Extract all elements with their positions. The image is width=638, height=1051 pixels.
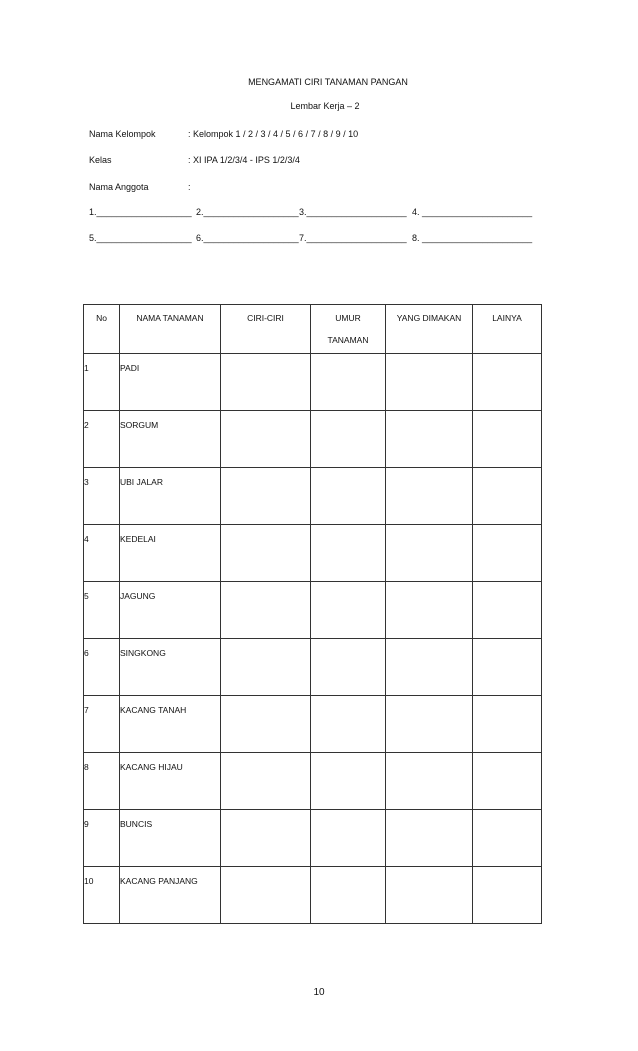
characteristics-cell[interactable] bbox=[221, 639, 311, 696]
eaten-part-cell[interactable] bbox=[386, 525, 473, 582]
plant-name: KACANG TANAH bbox=[120, 696, 221, 753]
plant-name: SORGUM bbox=[120, 411, 221, 468]
eaten-part-cell[interactable] bbox=[386, 468, 473, 525]
member-blank-4: 4. ______________________ bbox=[412, 207, 533, 217]
table-row bbox=[84, 582, 542, 639]
member-blank-6: 6.___________________ bbox=[196, 233, 299, 243]
eaten-part-cell[interactable] bbox=[386, 354, 473, 411]
header-plant-age-line1: UMUR bbox=[335, 313, 361, 323]
row-number: 3 bbox=[84, 468, 120, 525]
plant-age-cell[interactable] bbox=[311, 810, 386, 867]
plant-age-cell[interactable] bbox=[311, 696, 386, 753]
plant-name: KACANG PANJANG bbox=[120, 867, 221, 924]
table-row bbox=[84, 354, 542, 411]
table-row bbox=[84, 867, 542, 924]
plant-age-cell[interactable] bbox=[311, 867, 386, 924]
eaten-part-cell[interactable] bbox=[386, 639, 473, 696]
other-cell[interactable] bbox=[473, 411, 542, 468]
plant-name: JAGUNG bbox=[120, 582, 221, 639]
table-header-row bbox=[84, 305, 542, 354]
page-number: 10 bbox=[313, 987, 325, 998]
characteristics-cell[interactable] bbox=[221, 525, 311, 582]
other-cell[interactable] bbox=[473, 810, 542, 867]
other-cell[interactable] bbox=[473, 639, 542, 696]
header-plant-age bbox=[311, 305, 386, 354]
table-row bbox=[84, 639, 542, 696]
member-blank-2: 2.___________________ bbox=[196, 207, 299, 217]
eaten-part-cell[interactable] bbox=[386, 867, 473, 924]
characteristics-cell[interactable] bbox=[221, 753, 311, 810]
member-blank-5: 5.___________________ bbox=[89, 233, 192, 243]
plant-name: UBI JALAR bbox=[120, 468, 221, 525]
row-number: 8 bbox=[84, 753, 120, 810]
table-row bbox=[84, 753, 542, 810]
table-row bbox=[84, 810, 542, 867]
row-number: 5 bbox=[84, 582, 120, 639]
table-row bbox=[84, 525, 542, 582]
row-number: 9 bbox=[84, 810, 120, 867]
row-number: 2 bbox=[84, 411, 120, 468]
plant-name: BUNCIS bbox=[120, 810, 221, 867]
plant-age-cell[interactable] bbox=[311, 411, 386, 468]
table-row bbox=[84, 696, 542, 753]
characteristics-cell[interactable] bbox=[221, 696, 311, 753]
row-number: 10 bbox=[84, 867, 120, 924]
other-cell[interactable] bbox=[473, 753, 542, 810]
member-blank-8: 8. ______________________ bbox=[412, 233, 533, 243]
characteristics-cell[interactable] bbox=[221, 867, 311, 924]
other-cell[interactable] bbox=[473, 582, 542, 639]
plant-name: PADI bbox=[120, 354, 221, 411]
header-characteristics: CIRI-CIRI bbox=[221, 305, 311, 354]
class-value: : XI IPA 1/2/3/4 - IPS 1/2/3/4 bbox=[188, 155, 300, 165]
plant-age-cell[interactable] bbox=[311, 525, 386, 582]
plant-name: KACANG HIJAU bbox=[120, 753, 221, 810]
table-row bbox=[84, 411, 542, 468]
plant-name: KEDELAI bbox=[120, 525, 221, 582]
plant-age-cell[interactable] bbox=[311, 582, 386, 639]
header-plant-name: NAMA TANAMAN bbox=[120, 305, 221, 354]
eaten-part-cell[interactable] bbox=[386, 696, 473, 753]
other-cell[interactable] bbox=[473, 867, 542, 924]
plant-name: SINGKONG bbox=[120, 639, 221, 696]
group-label: Nama Kelompok bbox=[89, 129, 156, 139]
eaten-part-cell[interactable] bbox=[386, 810, 473, 867]
row-number: 7 bbox=[84, 696, 120, 753]
member-blank-7: 7.____________________ bbox=[299, 233, 407, 243]
characteristics-cell[interactable] bbox=[221, 582, 311, 639]
eaten-part-cell[interactable] bbox=[386, 582, 473, 639]
characteristics-cell[interactable] bbox=[221, 411, 311, 468]
row-number: 6 bbox=[84, 639, 120, 696]
observation-table bbox=[83, 304, 542, 924]
plant-age-cell[interactable] bbox=[311, 468, 386, 525]
other-cell[interactable] bbox=[473, 696, 542, 753]
header-plant-age-line2: TANAMAN bbox=[327, 335, 369, 345]
other-cell[interactable] bbox=[473, 468, 542, 525]
member-blank-1: 1.___________________ bbox=[89, 207, 192, 217]
other-cell[interactable] bbox=[473, 525, 542, 582]
members-value: : bbox=[188, 182, 191, 192]
worksheet-subtitle: Lembar Kerja – 2 bbox=[290, 101, 360, 111]
row-number: 1 bbox=[84, 354, 120, 411]
plant-age-cell[interactable] bbox=[311, 753, 386, 810]
characteristics-cell[interactable] bbox=[221, 354, 311, 411]
other-cell[interactable] bbox=[473, 354, 542, 411]
eaten-part-cell[interactable] bbox=[386, 411, 473, 468]
characteristics-cell[interactable] bbox=[221, 468, 311, 525]
eaten-part-cell[interactable] bbox=[386, 753, 473, 810]
header-no: No bbox=[84, 305, 120, 354]
plant-age-cell[interactable] bbox=[311, 639, 386, 696]
members-label: Nama Anggota bbox=[89, 182, 149, 192]
class-label: Kelas bbox=[89, 155, 112, 165]
plant-age-cell[interactable] bbox=[311, 354, 386, 411]
header-other: LAINYA bbox=[473, 305, 542, 354]
table-row bbox=[84, 468, 542, 525]
member-blank-3: 3.____________________ bbox=[299, 207, 407, 217]
header-eaten-part: YANG DIMAKAN bbox=[386, 305, 473, 354]
worksheet-title: MENGAMATI CIRI TANAMAN PANGAN bbox=[248, 77, 408, 87]
group-value: : Kelompok 1 / 2 / 3 / 4 / 5 / 6 / 7 / 8 / 9 / 10 bbox=[188, 129, 359, 139]
characteristics-cell[interactable] bbox=[221, 810, 311, 867]
row-number: 4 bbox=[84, 525, 120, 582]
